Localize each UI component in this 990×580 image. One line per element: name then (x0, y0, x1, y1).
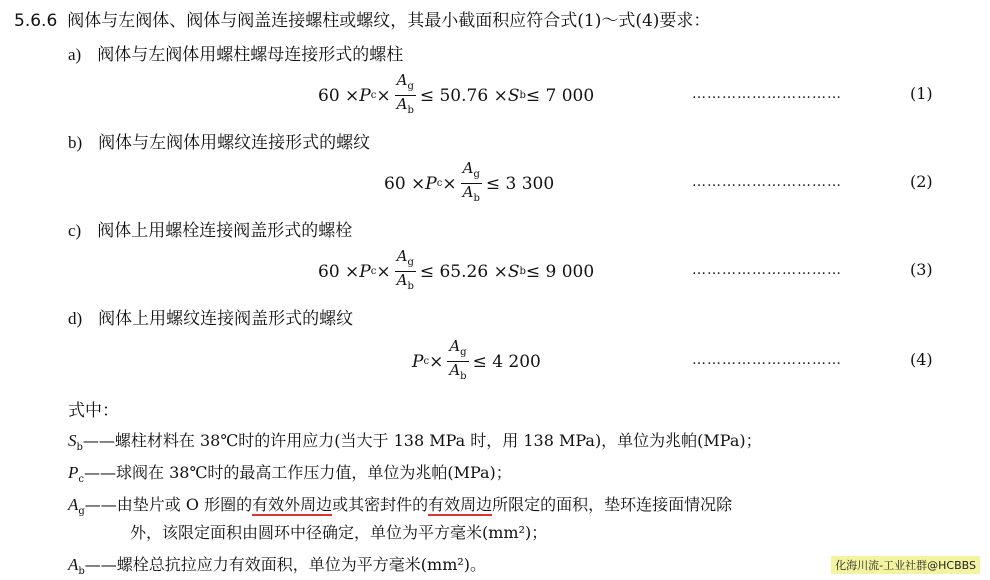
where-label: 式中： (68, 401, 119, 421)
formula-4: P c × $\frac{A_g}{A_b}$ ≤ 4 200 (412, 337, 541, 382)
section-number: 5.6.6 (14, 11, 58, 31)
definition-ag-line2: 外，该限定面积由圆环中径确定，单位为平方毫米(mm²)； (130, 523, 548, 542)
equation-number: (1) (910, 84, 933, 103)
formula-1: 60 × P c × $\frac{A_g}{A_b}$ ≤ 50.76 × S b ≤ 7 000 (318, 72, 594, 119)
formula-2: 60 × P c × $\frac{A_g}{A_b}$ ≤ 3 300 (384, 159, 555, 204)
highlight-underline: 有效周边 (428, 495, 493, 514)
section-heading (14, 6, 710, 31)
item-d: d) 阀体上用螺纹连接阀盖形式的螺纹 (68, 309, 354, 329)
highlight-underline: 有效外周边 (252, 495, 333, 514)
definition-sb: $S_b——$螺柱材料在 38℃时的许用应力(当大于 138 MPa 时，用 138 MPa)，单位为兆帕(MPa)； (68, 431, 762, 454)
fraction: $\frac{A_g}{A_b}$ (396, 71, 414, 116)
item-a: a) 阀体与左阀体用螺柱螺母连接形式的螺柱 (68, 45, 404, 65)
item-b: b) 阀体与左阀体用螺纹连接形式的螺纹 (68, 133, 371, 153)
definition-ag: $A_g——$由垫片或 O 形圈的有效外周边或其密封件的有效周边所限定的面积，垫环连接面情况除 (68, 495, 733, 518)
watermark: 化海川流-工业社群@HCBBS (831, 556, 980, 574)
definition-ab: $A_b——$螺栓总抗拉应力有效面积，单位为平方毫米(mm²)。 (68, 555, 487, 578)
section-heading-text: 阀体与左阀体、阀体与阀盖连接螺柱或螺纹，其最小截面积应符合式(1)～式(4)要求： (67, 11, 711, 31)
formula-3: 60 × P c × $\frac{A_g}{A_b}$ ≤ 65.26 × S b ≤ 9 000 (318, 247, 595, 292)
definition-pc: $P_c——$球阀在 38℃时的最高工作压力值，单位为兆帕(MPa)； (68, 463, 512, 486)
item-c: c) 阀体上用螺栓连接阀盖形式的螺栓 (68, 221, 353, 241)
